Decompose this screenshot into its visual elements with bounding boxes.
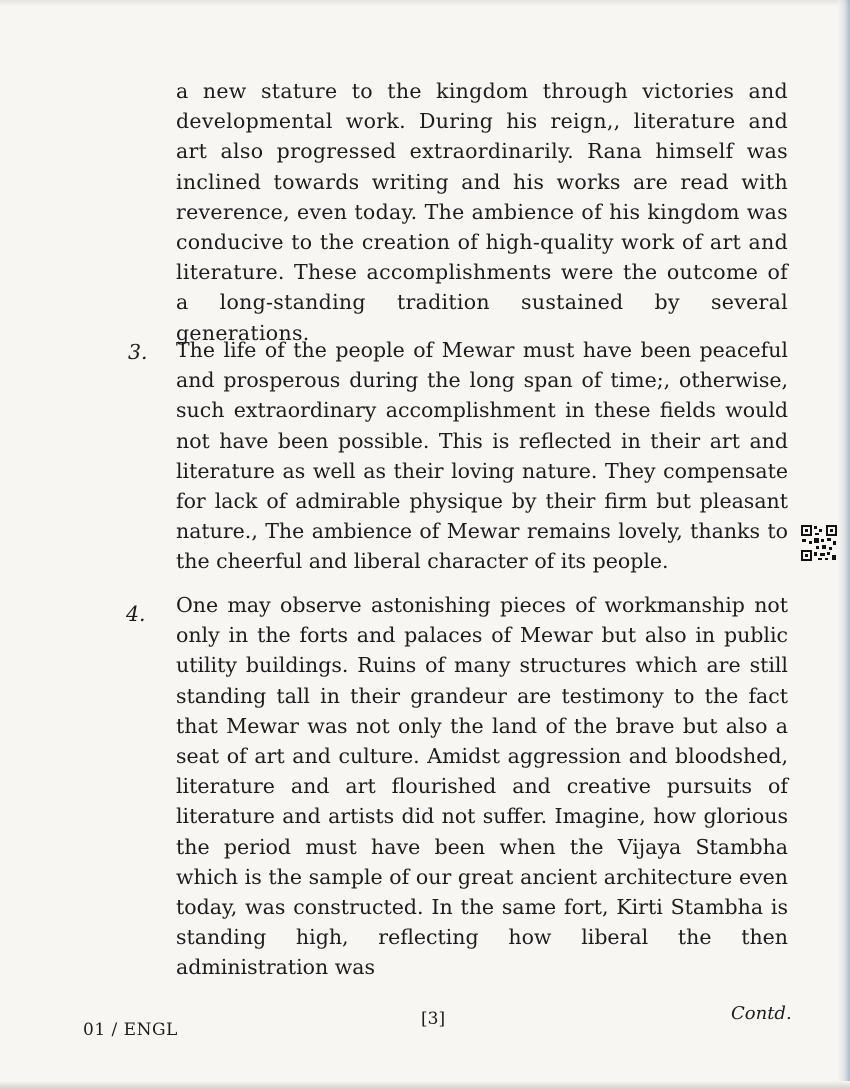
page-edge-bottom (0, 1081, 850, 1089)
page-edge (0, 0, 850, 6)
paragraph-number: 4. (126, 602, 146, 626)
scan-edge-strip (838, 0, 850, 1089)
page-number: [3] (421, 1009, 446, 1029)
continued-label: Contd. (731, 1003, 792, 1024)
paragraph-4: One may observe astonishing pieces of workmanship not only in the forts and palaces of Mewar but also in public utility buildings. Ruins of many structures which are still standing tall in their grandeur are testimony to the fact that Mewar was not only the land of the brave but also a seat of art and culture. Amidst aggression and bloodshed, literature and art flourished and creative pursuits of literature and artists did not suffer. Imagine, how glorious the period must have been when the Vijaya Stambha which is the sample of our great ancient architecture even today, was constructed. In the same fort, Kirti Stambha is standing high, reflecting how liberal the then administration was (176, 593, 788, 980)
paragraph-3: The life of the people of Mewar must have been peaceful and prosperous during the long span of time;, otherwise, such extraordinary accomplishment in these fields would not have been possible. This is reflected in their art and literature as well as their loving nature. They compensate for lack of admirable physique by their firm but pleasant nature., The ambience of Mewar remains lovely, thanks to the cheerful and liberal character of its people. (176, 338, 788, 574)
paragraph-continued: a new stature to the kingdom through victories and developmental work. During his reign,, literature and art also progressed extraordinarily. Rana himself was inclined towards writing and his works are read with reverence, even today. The ambience of his kingdom was conducive to the creation of high-quality work of art and literature. These accomplishments were the outcome of a long-standing tradition sustained by several generations. (176, 79, 788, 345)
qr-code-icon (800, 524, 838, 562)
paragraph-number: 3. (128, 340, 148, 364)
paper-code: 01 / ENGL (83, 1020, 178, 1040)
